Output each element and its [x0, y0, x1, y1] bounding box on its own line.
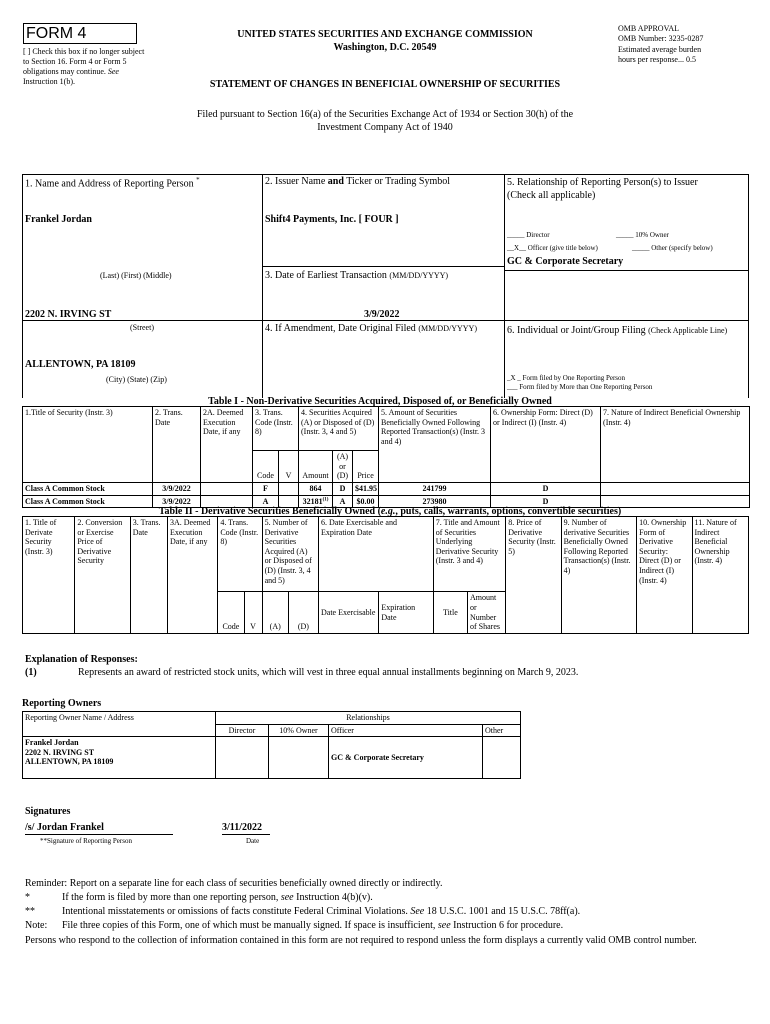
t1-h6: 6. Ownership Form: Direct (D) or Indirect (I) (Instr. 4): [491, 407, 601, 483]
issuer-name: Shift4 Payments, Inc. [ FOUR ]: [265, 214, 399, 225]
omb-line2: OMB Number: 3235-0287: [618, 34, 704, 44]
grid-col2-line: [504, 174, 505, 398]
t2-h4: 4. Trans. Code (Instr. 8): [218, 517, 262, 592]
filed-pursuant: [100, 108, 670, 134]
owner-addr2: ALLENTOWN, PA 18109: [25, 757, 114, 767]
t2-h3: 3. Trans. Date: [130, 517, 167, 634]
grid-left-line: [22, 174, 23, 398]
t2-h6: 6. Date Exercisable and Expiration Date: [319, 517, 434, 592]
box6-label-small: (Check Applicable Line): [648, 326, 728, 335]
box3-label-fmt: (MM/DD/YYYY): [389, 271, 449, 280]
owner-other: [483, 737, 521, 779]
owner-officer-title: GC & Corporate Secretary: [329, 737, 483, 779]
explanation-heading: Explanation of Responses:: [25, 654, 138, 665]
form-title-box: [23, 23, 137, 44]
box2-label-post: Ticker or Trading Symbol: [346, 176, 451, 187]
t2-sub-date-ex: Date Exercisable: [319, 592, 379, 634]
t1-sub-code: Code: [253, 451, 279, 483]
checkbox-note: [23, 47, 151, 87]
filed-pursuant-line1: Filed pursuant to Section 16(a) of the Securities Exchange Act of 1934 or Section 30(h) of the: [196, 109, 574, 120]
footnote-star2-pre: Intentional misstatements or omissions of facts constitute Federal Criminal Violations.: [62, 906, 408, 917]
box5-officer: __X__ Officer (give title below): [507, 244, 598, 252]
table1: [22, 406, 750, 508]
t2-sub-a: (A): [262, 592, 288, 634]
t1-r1-form: D: [491, 495, 601, 508]
t1-r1-price: $0.00: [353, 495, 379, 508]
name-parts-label: (Last) (First) (Middle): [100, 271, 172, 280]
street-label: (Street): [130, 323, 154, 332]
signature-line: [25, 834, 173, 835]
reporting-person-street: 2202 N. IRVING ST: [25, 309, 112, 320]
t1-r1-date: 3/9/2022: [153, 495, 201, 508]
omb-approval: [618, 24, 768, 66]
table2: [22, 516, 749, 634]
box1-label: [25, 176, 200, 189]
t1-h4: 4. Securities Acquired (A) or Disposed of (D) (Instr. 3, 4 and 5): [299, 407, 379, 451]
box5-ten-pct: _____ 10% Owner: [616, 231, 669, 239]
t1-r0-code: F: [253, 483, 279, 496]
t1-r1-owned: 273980: [379, 495, 491, 508]
box2-label: [265, 176, 450, 187]
footnote-note-mark: Note:: [25, 920, 48, 931]
checkbox-note-tail: Instruction 1(b).: [23, 77, 75, 86]
persons-notice: Persons who respond to the collection of information contained in this form are not required to respond unless the form displays a currently valid OMB control number.: [25, 935, 697, 946]
owners-col-rel: Relationships: [216, 712, 521, 725]
t1-r0-price: $41.95: [353, 483, 379, 496]
t1-r0-date: 3/9/2022: [153, 483, 201, 496]
grid-row-b-line: [22, 320, 749, 321]
owner-ten: [269, 737, 329, 779]
agency-line2: Washington, D.C. 20549: [333, 42, 437, 53]
omb-line3: Estimated average burden: [618, 44, 702, 54]
t1-r0-form: D: [491, 483, 601, 496]
box6-opt1: _X _ Form filed by One Reporting Person: [507, 374, 626, 382]
owner-addr1: 2202 N. IRVING ST: [25, 747, 95, 757]
footnote-note-post: Instruction 6 for procedure.: [453, 920, 564, 931]
reporting-person-name: Frankel Jordan: [25, 214, 92, 225]
t2-sub-v: V: [244, 592, 262, 634]
box5-label: [507, 176, 745, 202]
footnote-note-see: see: [437, 920, 451, 931]
reporting-person-city: ALLENTOWN, PA 18109: [25, 359, 136, 370]
form-title: FORM 4: [26, 25, 87, 42]
owners-col-officer: Officer: [329, 724, 483, 737]
t2-h11: 11. Nature of Indirect Beneficial Ownership (Instr. 4): [692, 517, 748, 634]
t1-r1-ad: A: [333, 495, 353, 508]
box4-label-fmt: (MM/DD/YYYY): [418, 324, 477, 333]
t2-h2: 2. Conversion or Exercise Price of Derivative Security: [75, 517, 130, 634]
owners-col-other: Other: [483, 724, 521, 737]
footnote-note: [62, 920, 752, 931]
t2-sub-code: Code: [218, 592, 244, 634]
box4-label: [265, 323, 477, 334]
table2-title-pre: Table II - Derivative Securities Beneficially Owned (: [158, 506, 381, 517]
box5-other: _____ Other (specify below): [632, 244, 713, 252]
footnote-star2: [62, 906, 752, 917]
grid-row-a-line: [262, 266, 505, 267]
city-label: (City) (State) (Zip): [106, 375, 167, 384]
box5-label-line2: (Check all applicable): [507, 190, 596, 201]
owner-name-address: [23, 737, 216, 779]
signatures-heading: Signatures: [25, 806, 71, 817]
omb-line1: OMB APPROVAL: [618, 24, 679, 33]
table-row: [23, 737, 521, 779]
t1-r0-owned: 241799: [379, 483, 491, 496]
table-row: [23, 483, 750, 496]
t1-sub-amount: Amount: [299, 451, 333, 483]
explanation-text: Represents an award of restricted stock units, which will vest in three equal annual installments beginning on March 9, 2023.: [78, 667, 579, 678]
t2-h9: 9. Number of derivative Securities Beneficially Owned Following Reported Transaction(s) (Instr. 4): [561, 517, 637, 634]
box1-label-text: 1. Name and Address of Reporting Person: [25, 178, 194, 190]
footnote-star2-mark: **: [25, 906, 35, 917]
table1-title: Table I - Non-Derivative Securities Acquired, Disposed of, or Beneficially Owned: [208, 396, 552, 407]
t2-sub-d: (D): [288, 592, 318, 634]
owners-table: [22, 711, 521, 779]
statement-title: STATEMENT OF CHANGES IN BENEFICIAL OWNERSHIP OF SECURITIES: [209, 79, 561, 90]
grid-top-line: [22, 174, 749, 175]
t1-h5: 5. Amount of Securities Beneficially Owned Following Reported Transaction(s) (Instr. 3 and 4): [379, 407, 491, 483]
t1-r1-title: Class A Common Stock: [23, 495, 153, 508]
box6-label: [507, 324, 745, 337]
signature-date-line: [222, 834, 270, 835]
signature-date: 3/11/2022: [222, 822, 263, 833]
owners-col-name: Reporting Owner Name / Address: [23, 712, 216, 737]
table2-title-eg: e.g.: [380, 506, 396, 517]
t1-r1-amount: 32181: [302, 496, 323, 506]
agency-title: [190, 28, 580, 54]
t1-r0-v: [279, 483, 299, 496]
box6-label-text: 6. Individual or Joint/Group Filing: [507, 325, 646, 336]
box3-label-text: 3. Date of Earliest Transaction: [265, 270, 387, 281]
box3-label: [265, 270, 448, 281]
t1-h3: 3. Trans. Code (Instr. 8): [253, 407, 299, 451]
t2-h1: 1. Title of Derivate Security (Instr. 3): [23, 517, 75, 634]
reminder: Reminder: Report on a separate line for each class of securities beneficially owned directly or indirectly.: [25, 878, 443, 889]
t1-h1: 1.Title of Security (Instr. 3): [23, 407, 153, 483]
t2-sub-exp: Expiration Date: [379, 592, 433, 634]
box6-opt2: ___ Form filed by More than One Reporting Person: [507, 383, 653, 391]
box4-label-text: 4. If Amendment, Date Original Filed: [265, 323, 416, 334]
omb-line4: hours per response... 0.5: [618, 55, 696, 65]
owners-col-director: Director: [216, 724, 269, 737]
owner-name: Frankel Jordan: [25, 738, 79, 748]
footnote-star2-see: See: [410, 906, 425, 917]
t1-sub-v: V: [279, 451, 299, 483]
box5-director: _____ Director: [507, 231, 550, 239]
footnote-star1-pre: If the form is filed by more than one reporting person,: [62, 892, 279, 903]
table2-title-post: , puts, calls, warrants, options, convertible securities): [395, 506, 622, 517]
t1-r1-code: A: [253, 495, 279, 508]
filed-pursuant-line2: Investment Company Act of 1940: [317, 122, 453, 133]
t1-h7: 7. Nature of Indirect Beneficial Ownership (Instr. 4): [601, 407, 750, 483]
t2-sub-title: Title: [433, 592, 467, 634]
t1-r0-nature: [601, 483, 750, 496]
earliest-transaction-date: 3/9/2022: [364, 309, 400, 320]
footnote-star1-see: see: [280, 892, 294, 903]
t2-h7: 7. Title and Amount of Securities Underlying Derivative Security (Instr. 3 and 4): [433, 517, 505, 592]
agency-line1: UNITED STATES SECURITIES AND EXCHANGE COMMISSION: [237, 29, 533, 40]
t2-sub-amount: Amount or Number of Shares: [468, 592, 506, 634]
box5-label-line1: 5. Relationship of Reporting Person(s) to Issuer: [507, 177, 698, 188]
box2-label-pre: 2. Issuer Name: [265, 176, 326, 187]
grid-col1-line: [262, 174, 263, 398]
grid-right-line: [748, 174, 749, 398]
t1-r0-amount: 864: [299, 483, 333, 496]
t2-h8: 8. Price of Derivative Security (Instr. 5): [506, 517, 561, 634]
explanation-num: (1): [25, 667, 37, 678]
footnote-note-pre: File three copies of this Form, one of which must be manually signed. If space is insufficient,: [62, 920, 436, 931]
t2-h10: 10. Ownership Form of Derivative Security: Direct (D) or Indirect (I) (Instr. 4): [637, 517, 692, 634]
t1-r0-title: Class A Common Stock: [23, 483, 153, 496]
owner-director: [216, 737, 269, 779]
t1-h2a: 2A. Deemed Execution Date, if any: [201, 407, 253, 483]
signature-date-label: Date: [246, 837, 260, 845]
signature: /s/ Jordan Frankel: [25, 822, 104, 833]
checkbox-note-see: See: [107, 67, 119, 76]
footnote-star1: [62, 892, 752, 903]
box1-label-mark: *: [196, 176, 200, 184]
t1-sub-ad: (A) or (D): [333, 451, 353, 483]
footnote-star1-mark: *: [25, 892, 30, 903]
owners-heading: Reporting Owners: [22, 698, 102, 709]
grid-row-c-line: [504, 270, 749, 271]
t1-sub-price: Price: [353, 451, 379, 483]
t2-h5: 5. Number of Derivative Securities Acquired (A) or Disposed of (D) (Instr. 3, 4 and 5): [262, 517, 318, 592]
footnote-star2-post: 18 U.S.C. 1001 and 15 U.S.C. 78ff(a).: [426, 906, 581, 917]
t2-h3a: 3A. Deemed Execution Date, if any: [167, 517, 217, 634]
t1-r0-ad: D: [333, 483, 353, 496]
t1-r1-amount-note[interactable]: (1): [322, 496, 329, 502]
owners-col-ten: 10% Owner: [269, 724, 329, 737]
signature-label: **Signature of Reporting Person: [40, 837, 132, 845]
box2-label-and: and: [327, 176, 344, 187]
t1-h2: 2. Trans. Date: [153, 407, 201, 483]
box5-officer-title: GC & Corporate Secretary: [507, 256, 624, 267]
checkbox-note-text: [ ] Check this box if no longer subject to Section 16. Form 4 or Form 5 obligations may continue.: [23, 47, 145, 76]
t1-r0-deemed: [201, 483, 253, 496]
footnote-star1-post: Instruction 4(b)(v).: [296, 892, 373, 903]
